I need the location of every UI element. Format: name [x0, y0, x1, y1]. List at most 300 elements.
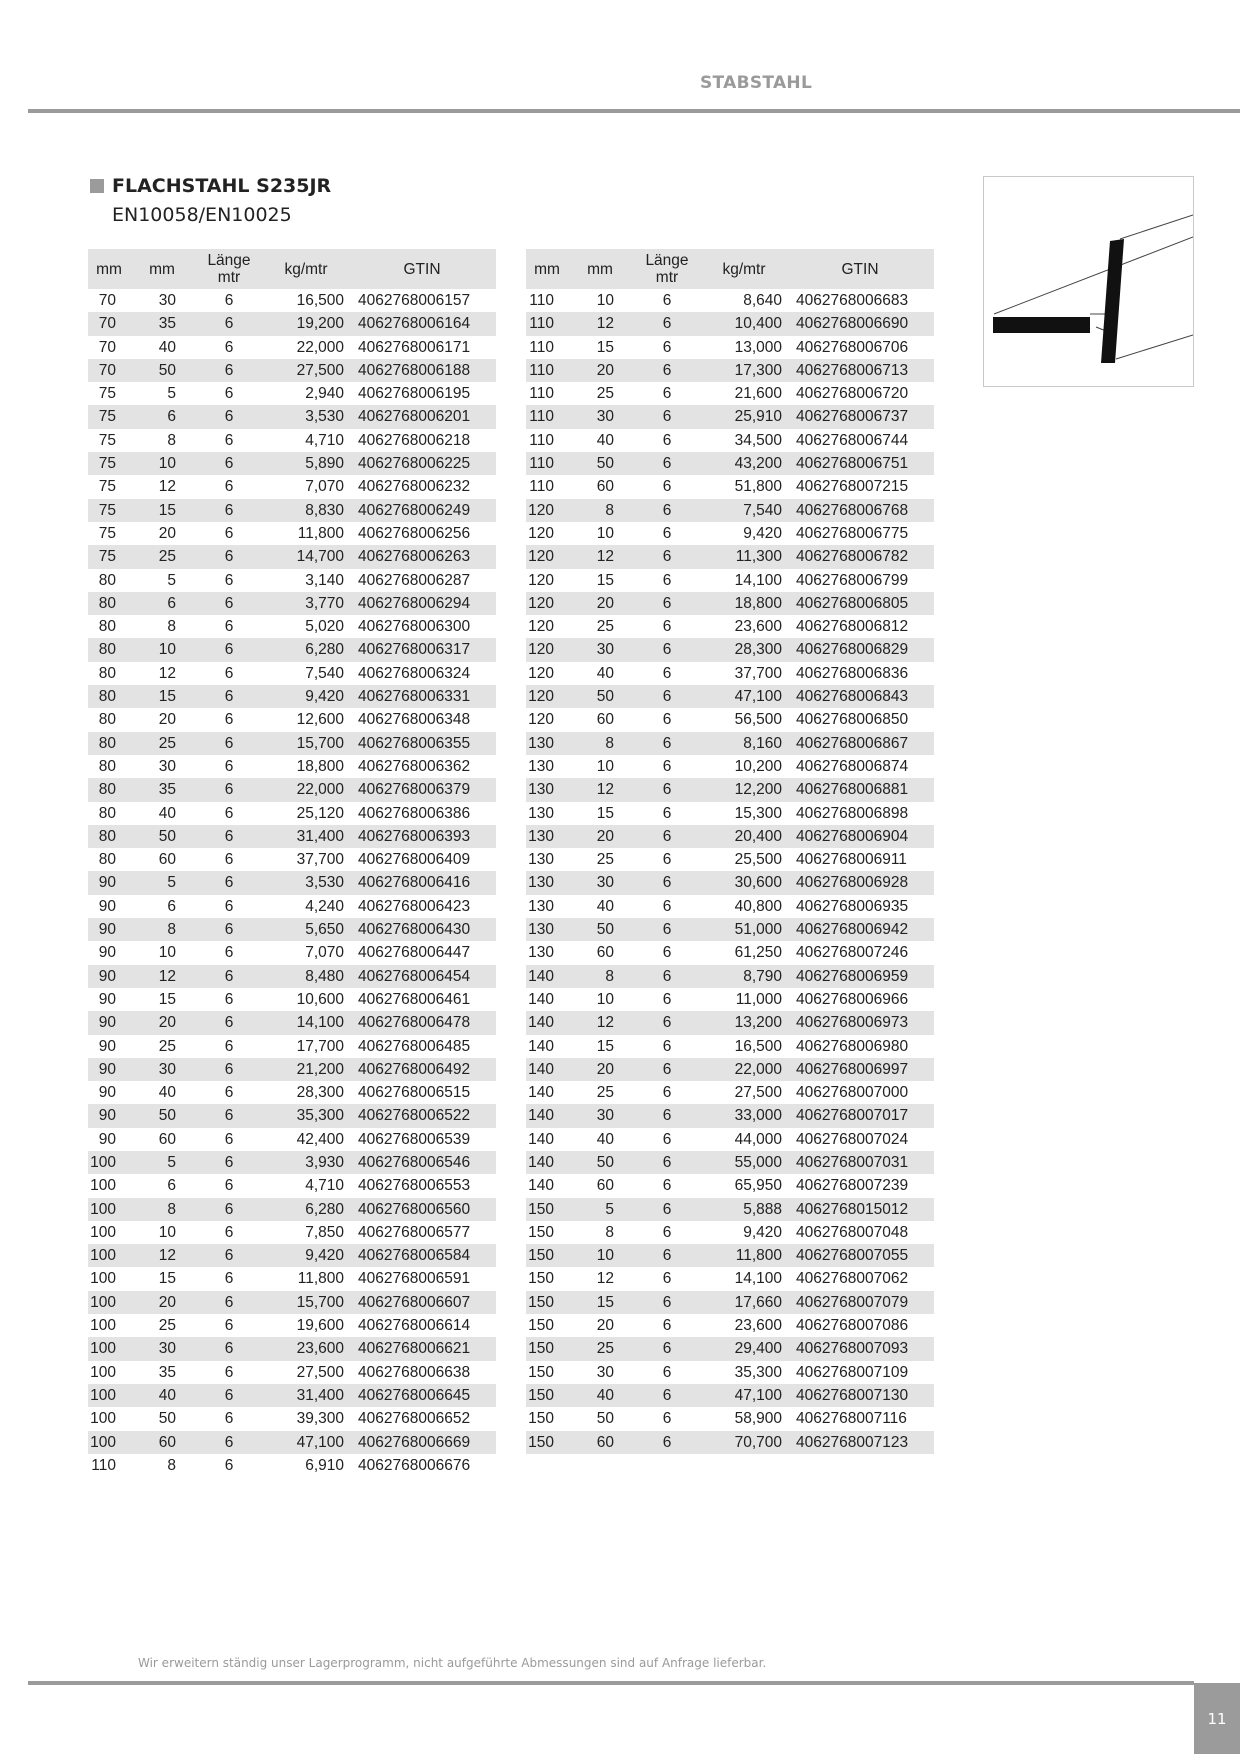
cell-length: 6 [662, 990, 672, 1008]
table-row [88, 638, 496, 661]
cell-length: 6 [632, 1244, 702, 1267]
cell-thickness: 30 [568, 405, 632, 428]
table-row [526, 452, 934, 475]
cell-weight: 47,100 [702, 685, 786, 708]
table-row [88, 1151, 496, 1174]
cell-weight: 3,140 [305, 571, 344, 589]
cell-gtin: 4062768007109 [796, 1363, 909, 1381]
product-figure [983, 176, 1194, 387]
cell-width: 120 [528, 618, 554, 636]
cell-thickness: 15 [130, 499, 194, 522]
cell-gtin: 4062768006225 [348, 452, 496, 475]
cell-length: 6 [194, 918, 264, 941]
cell-length: 6 [224, 1037, 234, 1055]
cell-length: 6 [224, 897, 234, 915]
cell-width: 140 [526, 1058, 568, 1081]
cell-gtin: 4062768006188 [348, 359, 496, 382]
cell-thickness: 5 [167, 571, 176, 589]
cell-length: 6 [632, 1291, 702, 1314]
cell-length: 6 [632, 918, 702, 941]
cell-width: 100 [90, 1363, 116, 1381]
cell-width: 100 [90, 1223, 116, 1241]
cell-gtin: 4062768006478 [348, 1011, 496, 1034]
cell-gtin: 4062768006904 [786, 825, 934, 848]
cell-thickness: 20 [568, 592, 632, 615]
cell-width: 140 [528, 990, 554, 1008]
cell-weight: 47,100 [702, 1384, 786, 1407]
cell-gtin: 4062768006799 [796, 571, 909, 589]
table-row [88, 755, 496, 778]
table-header [526, 249, 934, 289]
cell-length: 6 [194, 965, 264, 988]
cell-gtin: 4062768006676 [358, 1456, 471, 1474]
cell-thickness: 12 [568, 778, 632, 801]
cell-length: 6 [662, 711, 672, 729]
cell-length: 6 [662, 1270, 672, 1288]
cell-length: 6 [662, 618, 672, 636]
cell-width: 130 [526, 918, 568, 941]
cell-weight: 4,240 [305, 897, 344, 915]
cell-length: 6 [224, 571, 234, 589]
cell-weight: 13,000 [734, 338, 782, 356]
cell-weight: 3,930 [264, 1151, 348, 1174]
cell-gtin: 4062768006461 [358, 990, 471, 1008]
cell-length: 6 [632, 685, 702, 708]
cell-weight: 15,700 [264, 732, 348, 755]
cell-length: 6 [224, 1363, 234, 1381]
cell-weight: 51,000 [702, 918, 786, 941]
cell-weight: 8,790 [702, 965, 786, 988]
cell-thickness: 12 [158, 664, 176, 682]
cell-width: 80 [88, 685, 130, 708]
column-header-width: mm [88, 249, 130, 289]
cell-weight: 4,710 [305, 1177, 344, 1195]
cell-weight: 13,200 [702, 1011, 786, 1034]
cell-length: 6 [224, 990, 234, 1008]
cell-length: 6 [224, 338, 234, 356]
cell-thickness: 10 [130, 452, 194, 475]
cell-weight: 10,400 [702, 312, 786, 335]
cell-length: 6 [224, 664, 234, 682]
cell-gtin: 4062768007024 [796, 1130, 909, 1148]
table-row [526, 382, 934, 405]
cell-gtin: 4062768006812 [796, 618, 909, 636]
cell-gtin: 4062768007000 [796, 1084, 909, 1102]
cell-width: 80 [88, 732, 130, 755]
cell-gtin: 4062768007246 [796, 944, 909, 962]
cell-gtin: 4062768006669 [348, 1431, 496, 1454]
cell-thickness: 15 [158, 1270, 176, 1288]
table-header [88, 249, 496, 289]
cell-weight: 22,000 [264, 778, 348, 801]
cell-gtin: 4062768006409 [358, 851, 471, 869]
cell-width: 120 [528, 711, 554, 729]
cell-gtin: 4062768006850 [796, 711, 909, 729]
cell-length: 6 [194, 1291, 264, 1314]
cell-gtin: 4062768006324 [358, 664, 471, 682]
cell-width: 80 [88, 592, 130, 615]
cell-length: 6 [224, 711, 234, 729]
cell-width: 130 [526, 732, 568, 755]
product-title: FLACHSTAHL S235JR [112, 175, 332, 197]
cell-thickness: 50 [568, 1151, 632, 1174]
cell-thickness: 12 [568, 312, 632, 335]
table-row [88, 988, 496, 1011]
table-row [526, 1431, 934, 1454]
cell-width: 80 [98, 804, 116, 822]
table-row [526, 1081, 934, 1104]
cell-weight: 5,020 [305, 618, 344, 636]
cell-weight: 44,000 [734, 1130, 782, 1148]
cell-weight: 12,600 [296, 711, 344, 729]
cell-weight: 17,700 [296, 1037, 344, 1055]
cell-weight: 30,600 [702, 871, 786, 894]
cell-thickness: 12 [568, 1011, 632, 1034]
cell-gtin: 4062768006980 [796, 1037, 909, 1055]
cell-gtin: 4062768006720 [796, 385, 909, 403]
cell-width: 90 [88, 871, 130, 894]
table-row [526, 405, 934, 428]
cell-width: 140 [528, 1130, 554, 1148]
cell-thickness: 10 [158, 1223, 176, 1241]
table-row [88, 499, 496, 522]
cell-thickness: 40 [596, 897, 614, 915]
cell-length: 6 [224, 618, 234, 636]
cell-length: 6 [632, 1198, 702, 1221]
cell-length: 6 [224, 1410, 234, 1428]
cell-gtin: 4062768006805 [786, 592, 934, 615]
table-row [526, 429, 934, 452]
table-row [88, 475, 496, 498]
cell-gtin: 4062768006966 [796, 990, 909, 1008]
cell-width: 110 [526, 312, 568, 335]
cell-thickness: 30 [158, 757, 176, 775]
cell-length: 6 [662, 478, 672, 496]
table-row [88, 1104, 496, 1127]
cell-length: 6 [194, 405, 264, 428]
cell-width: 110 [529, 292, 554, 309]
header-divider [28, 109, 1240, 113]
cell-gtin: 4062768006690 [786, 312, 934, 335]
table-row [88, 1407, 496, 1430]
column-header-gtin: GTIN [786, 249, 934, 289]
cell-gtin: 4062768006164 [348, 312, 496, 335]
cell-gtin: 4062768006522 [348, 1104, 496, 1127]
cell-gtin: 4062768006973 [786, 1011, 934, 1034]
cell-gtin: 4062768006355 [348, 732, 496, 755]
cell-width: 120 [528, 664, 554, 682]
cell-thickness: 30 [596, 1363, 614, 1381]
table-row [88, 1314, 496, 1337]
cell-width: 120 [526, 685, 568, 708]
cell-weight: 15,700 [264, 1291, 348, 1314]
table-row [88, 732, 496, 755]
cell-thickness: 5 [568, 1198, 632, 1221]
cell-width: 80 [98, 711, 116, 729]
cell-length: 6 [632, 732, 702, 755]
cell-gtin: 4062768006829 [786, 638, 934, 661]
cell-length: 6 [194, 778, 264, 801]
cell-weight: 70,700 [702, 1431, 786, 1454]
cell-weight: 16,500 [296, 292, 344, 309]
cell-thickness: 30 [130, 1337, 194, 1360]
cell-length: 6 [632, 499, 702, 522]
cell-width: 90 [88, 1104, 130, 1127]
table-row [526, 1058, 934, 1081]
cell-length: 6 [632, 592, 702, 615]
cell-weight: 58,900 [734, 1410, 782, 1428]
cell-thickness: 60 [596, 711, 614, 729]
cell-length: 6 [194, 871, 264, 894]
column-header-length: Länge mtr [194, 249, 264, 289]
cell-thickness: 12 [130, 965, 194, 988]
cell-width: 100 [88, 1151, 130, 1174]
cell-thickness: 8 [167, 431, 176, 449]
table-row [526, 1198, 934, 1221]
table-row [526, 1221, 934, 1244]
cell-length: 6 [224, 385, 234, 403]
cell-thickness: 6 [130, 592, 194, 615]
table-row [88, 1081, 496, 1104]
cell-width: 130 [528, 757, 554, 775]
cell-width: 150 [526, 1431, 568, 1454]
cell-length: 6 [224, 1177, 234, 1195]
cell-weight: 8,160 [702, 732, 786, 755]
cell-weight: 27,500 [296, 1363, 344, 1381]
cell-weight: 19,200 [264, 312, 348, 335]
cell-length: 6 [224, 1317, 234, 1335]
cell-weight: 10,200 [734, 757, 782, 775]
cell-gtin: 4062768006614 [358, 1317, 471, 1335]
cell-weight: 29,400 [702, 1337, 786, 1360]
table-row [88, 1198, 496, 1221]
cell-thickness: 20 [130, 1291, 194, 1314]
table-row [526, 1151, 934, 1174]
cell-gtin: 4062768006294 [348, 592, 496, 615]
cell-weight: 28,300 [296, 1084, 344, 1102]
table-row [526, 499, 934, 522]
cell-width: 75 [98, 524, 116, 542]
column-header-width: mm [526, 249, 568, 289]
cell-gtin: 4062768006201 [348, 405, 496, 428]
cell-thickness: 12 [568, 545, 632, 568]
table-row [88, 941, 496, 964]
cell-thickness: 5 [130, 871, 194, 894]
cell-thickness: 40 [158, 338, 176, 356]
cell-length: 6 [632, 452, 702, 475]
cell-thickness: 40 [158, 1084, 176, 1102]
table-row [526, 522, 934, 545]
cell-thickness: 8 [605, 1223, 614, 1241]
cell-gtin: 4062768006928 [786, 871, 934, 894]
table-row [526, 1291, 934, 1314]
cell-weight: 25,910 [702, 405, 786, 428]
cell-weight: 2,940 [305, 385, 344, 403]
cell-width: 130 [526, 871, 568, 894]
cell-gtin: 4062768007093 [786, 1337, 934, 1360]
cell-width: 100 [88, 1337, 130, 1360]
cell-length: 6 [194, 732, 264, 755]
cell-length: 6 [194, 592, 264, 615]
table-row [88, 965, 496, 988]
cell-length: 6 [194, 1058, 264, 1081]
cell-gtin: 4062768006263 [348, 545, 496, 568]
cell-gtin: 4062768006560 [348, 1198, 496, 1221]
cell-gtin: 4062768007086 [796, 1317, 909, 1335]
cell-width: 120 [528, 571, 554, 589]
cell-width: 100 [90, 1177, 116, 1195]
cell-gtin: 4062768006751 [786, 452, 934, 475]
table-row [88, 871, 496, 894]
table-row [88, 1454, 496, 1477]
table-row [88, 662, 496, 685]
table-row [88, 1011, 496, 1034]
cell-weight: 25,120 [296, 804, 344, 822]
product-standard: EN10058/EN10025 [112, 204, 292, 226]
title-bullet [90, 179, 104, 193]
cell-thickness: 15 [130, 685, 194, 708]
table-row [88, 592, 496, 615]
table-row [526, 732, 934, 755]
cell-thickness: 15 [596, 571, 614, 589]
cell-length: 6 [662, 804, 672, 822]
cell-weight: 21,200 [264, 1058, 348, 1081]
cell-gtin: 4062768006775 [796, 524, 909, 542]
cell-gtin: 4062768006737 [786, 405, 934, 428]
cell-weight: 17,300 [702, 359, 786, 382]
cell-thickness: 40 [596, 431, 614, 449]
cell-weight: 27,500 [734, 1084, 782, 1102]
cell-gtin: 4062768006515 [358, 1084, 471, 1102]
cell-width: 100 [90, 1270, 116, 1288]
table-row [88, 522, 496, 545]
table-row [88, 1174, 496, 1197]
cell-gtin: 4062768006348 [358, 711, 471, 729]
cell-length: 6 [662, 897, 672, 915]
cell-gtin: 4062768006959 [786, 965, 934, 988]
cell-length: 6 [632, 1384, 702, 1407]
table-row [88, 405, 496, 428]
cell-length: 6 [224, 524, 234, 542]
cell-weight: 19,600 [296, 1317, 344, 1335]
cell-gtin: 4062768006249 [348, 499, 496, 522]
cell-width: 140 [526, 1011, 568, 1034]
cell-width: 140 [526, 1104, 568, 1127]
cell-width: 75 [88, 452, 130, 475]
cell-width: 70 [98, 292, 116, 309]
cell-length: 6 [662, 524, 672, 542]
cell-weight: 3,530 [264, 405, 348, 428]
cell-width: 110 [529, 478, 554, 496]
cell-weight: 9,420 [743, 1223, 782, 1241]
cell-gtin: 4062768006171 [358, 338, 471, 356]
cell-width: 80 [88, 638, 130, 661]
cell-width: 75 [98, 431, 116, 449]
cell-width: 150 [526, 1337, 568, 1360]
cell-thickness: 50 [568, 918, 632, 941]
cell-width: 75 [98, 385, 116, 403]
cell-gtin: 4062768006546 [348, 1151, 496, 1174]
cell-thickness: 40 [596, 664, 614, 682]
cell-gtin: 4062768007239 [796, 1177, 909, 1195]
cell-width: 150 [526, 1244, 568, 1267]
cell-length: 6 [662, 664, 672, 682]
cell-length: 6 [662, 1177, 672, 1195]
cell-weight: 9,420 [264, 1244, 348, 1267]
cell-length: 6 [632, 1431, 702, 1454]
cell-width: 70 [88, 312, 130, 335]
table-row [526, 638, 934, 661]
cell-length: 6 [194, 1198, 264, 1221]
cell-length: 6 [632, 1011, 702, 1034]
cell-gtin: 4062768006638 [358, 1363, 471, 1381]
cell-length: 6 [662, 1223, 672, 1241]
cell-weight: 56,500 [734, 711, 782, 729]
cell-thickness: 20 [568, 825, 632, 848]
cell-weight: 7,070 [305, 944, 344, 962]
cell-weight: 9,420 [264, 685, 348, 708]
cell-length: 6 [224, 804, 234, 822]
cell-gtin: 4062768006706 [796, 338, 909, 356]
cell-gtin: 4062768006218 [358, 431, 471, 449]
cell-weight: 18,800 [296, 757, 344, 775]
table-row [526, 895, 934, 918]
cell-thickness: 8 [130, 1198, 194, 1221]
cell-gtin: 4062768006584 [348, 1244, 496, 1267]
table-row [88, 825, 496, 848]
cell-weight: 11,800 [702, 1244, 786, 1267]
cell-width: 110 [526, 359, 568, 382]
cell-length: 6 [632, 1104, 702, 1127]
cell-width: 100 [88, 1384, 130, 1407]
cell-thickness: 50 [568, 452, 632, 475]
cell-gtin: 4062768006430 [348, 918, 496, 941]
cell-thickness: 40 [130, 1384, 194, 1407]
cell-thickness: 10 [130, 638, 194, 661]
cell-width: 140 [528, 1177, 554, 1195]
cell-length: 6 [194, 1011, 264, 1034]
table-row [526, 1174, 934, 1197]
cell-weight: 11,000 [735, 990, 782, 1008]
table-row [526, 1314, 934, 1337]
cell-thickness: 30 [568, 638, 632, 661]
cell-gtin: 4062768007048 [796, 1223, 909, 1241]
cell-weight: 35,300 [264, 1104, 348, 1127]
cell-length: 6 [662, 292, 672, 309]
cell-weight: 23,600 [264, 1337, 348, 1360]
table-row [88, 1221, 496, 1244]
cell-width: 130 [528, 804, 554, 822]
table-row [88, 312, 496, 335]
cell-thickness: 20 [130, 1011, 194, 1034]
table-row [88, 708, 496, 731]
cell-width: 70 [98, 338, 116, 356]
cell-gtin: 4062768006454 [348, 965, 496, 988]
cell-length: 6 [194, 1104, 264, 1127]
table-row [526, 871, 934, 894]
table-row [526, 918, 934, 941]
cell-thickness: 25 [130, 732, 194, 755]
cell-width: 100 [90, 1317, 116, 1335]
cell-thickness: 6 [167, 897, 176, 915]
cell-width: 120 [526, 499, 568, 522]
cell-thickness: 25 [158, 1037, 176, 1055]
cell-width: 150 [528, 1410, 554, 1428]
cell-gtin: 4062768006621 [348, 1337, 496, 1360]
cell-weight: 65,950 [734, 1177, 782, 1195]
table-row [88, 289, 496, 312]
cell-gtin: 4062768006492 [348, 1058, 496, 1081]
